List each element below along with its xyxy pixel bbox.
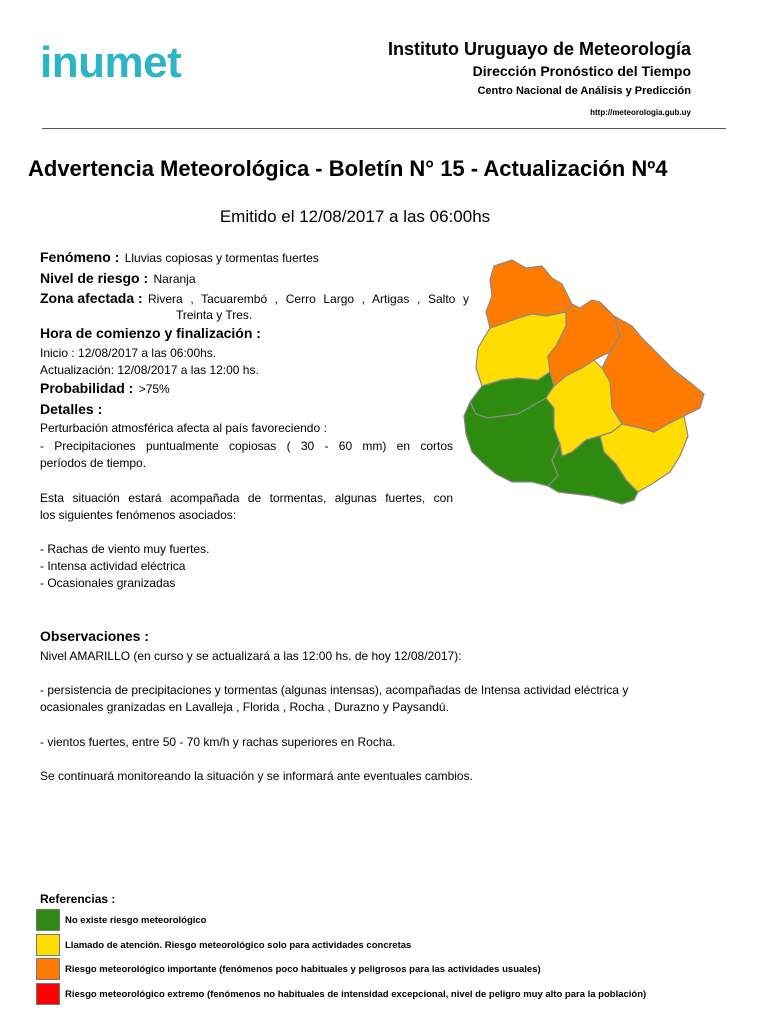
legend-swatch xyxy=(36,983,60,1005)
issued-date: Emitido el 12/08/2017 a las 06:00hs xyxy=(219,207,491,226)
probabilidad-value: >75% xyxy=(138,382,170,396)
detalles-label: Detalles : xyxy=(40,401,103,417)
observaciones-line2b: ocasionales granizadas en Lavalleja , Florida , Rocha , Durazno y Paysandú. xyxy=(40,700,449,714)
legend-item-yellow xyxy=(36,933,411,957)
observaciones-line2a: - persistencia de precipitaciones y tormentas (algunas intensas), acompañadas de Intensa actividad eléctrica y xyxy=(40,683,629,697)
fenomeno-value: Lluvias copiosas y tormentas fuertes xyxy=(124,251,319,265)
direction-name: Dirección Pronóstico del Tiempo xyxy=(472,63,691,79)
probabilidad-field xyxy=(40,380,170,396)
zona-value-line2: Treinta y Tres. xyxy=(176,308,253,322)
legend-item-red xyxy=(36,982,646,1006)
detalles-line3a: Esta situación estará acompañada de tormentas, algunas fuertes, con xyxy=(40,491,453,505)
hora-inicio: Inicio : 12/08/2017 a las 06:00hs. xyxy=(40,346,217,360)
observaciones-line1: Nivel AMARILLO (en curso y se actualizará a las 12:00 hs. de hoy 12/08/2017): xyxy=(40,649,462,663)
website-link[interactable]: http://meteorologia.gub.uy xyxy=(590,108,691,117)
hora-label: Hora de comienzo y finalización : xyxy=(40,325,261,341)
inumet-logo: inumet xyxy=(40,38,182,87)
header-divider xyxy=(42,128,726,129)
legend-text: Riesgo meteorológico extremo (fenómenos no habituales de intensidad excepcional, nivel de peligro muy alto para la población) xyxy=(65,988,647,1000)
detalles-line2b: períodos de tiempo. xyxy=(40,456,147,470)
legend-text: Riesgo meteorológico importante (fenómenos poco habituales y peligrosos para las actividades usuales) xyxy=(65,963,541,975)
center-name: Centro Nacional de Análisis y Predicción xyxy=(477,85,691,97)
nivel-value: Naranja xyxy=(153,272,196,286)
zona-label: Zona afectada : xyxy=(40,290,143,306)
legend-swatch xyxy=(36,909,60,931)
legend-swatch xyxy=(36,934,60,956)
probabilidad-label: Probabilidad : xyxy=(40,380,134,396)
detalles-bullet-2: - Intensa actividad eléctrica xyxy=(40,559,186,573)
referencias-label: Referencias : xyxy=(40,892,116,906)
nivel-label: Nivel de riesgo : xyxy=(40,270,149,286)
legend-item-orange xyxy=(36,957,541,981)
legend-text: No existe riesgo meteorológico xyxy=(65,914,207,926)
detalles-bullet-3: - Ocasionales granizadas xyxy=(40,576,176,590)
uruguay-risk-map xyxy=(462,256,710,512)
detalles-line2a: - Precipitaciones puntualmente copiosas ( 30 - 60 mm) en cortos xyxy=(40,439,453,453)
fenomeno-label: Fenómeno : xyxy=(40,249,120,265)
legend-swatch xyxy=(36,958,60,980)
detalles-line1: Perturbación atmosférica afecta al país favoreciendo : xyxy=(40,421,327,435)
legend-text: Llamado de atención. Riesgo meteorológico solo para actividades concretas xyxy=(65,939,412,951)
detalles-line3b: los siguientes fenómenos asociados: xyxy=(40,508,237,522)
nivel-field xyxy=(40,270,196,286)
observaciones-line3: - vientos fuertes, entre 50 - 70 km/h y rachas superiores en Rocha. xyxy=(40,735,396,749)
institute-name: Instituto Uruguayo de Meteorología xyxy=(387,39,691,59)
fenomeno-field xyxy=(40,249,319,265)
observaciones-label: Observaciones : xyxy=(40,628,149,644)
bulletin-title: Advertencia Meteorológica - Boletín N° 15 - Actualización Nº4 xyxy=(28,156,668,181)
legend-item-green xyxy=(36,908,206,932)
observaciones-line4: Se continuará monitoreando la situación y se informará ante eventuales cambios. xyxy=(40,769,473,783)
zona-value-line1: Rivera , Tacuarembó , Cerro Largo , Artigas , Salto y xyxy=(148,292,469,306)
detalles-bullet-1: - Rachas de viento muy fuertes. xyxy=(40,542,210,556)
hora-actualizacion: Actualización: 12/08/2017 a las 12:00 hs. xyxy=(40,363,259,377)
